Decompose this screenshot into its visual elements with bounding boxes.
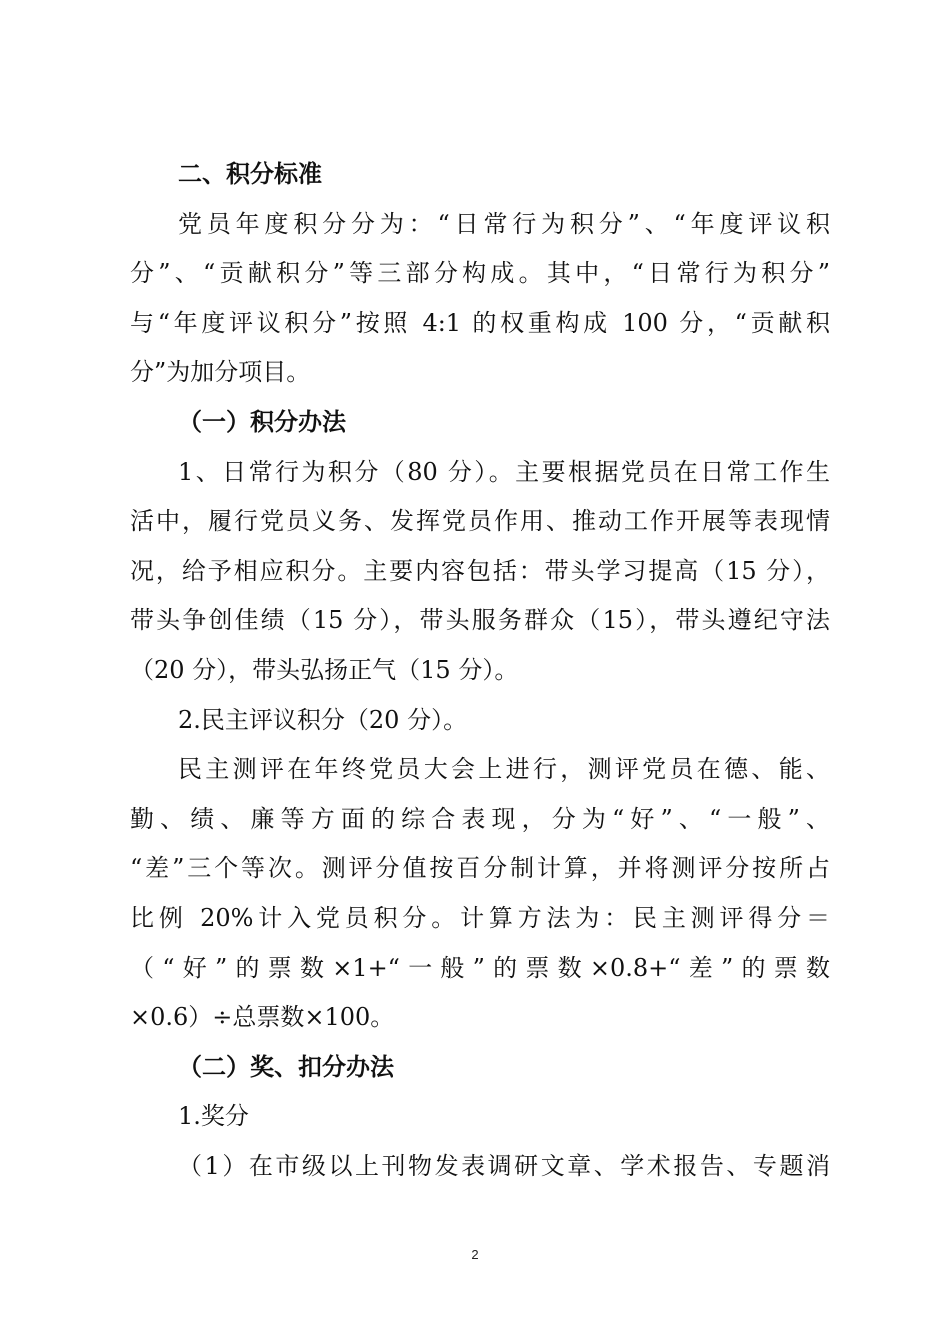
paragraph-line: 况，给予相应积分。主要内容包括：带头学习提高（15 分）， xyxy=(130,556,830,585)
document-body xyxy=(130,150,830,1191)
page-number: 2 xyxy=(471,1247,479,1262)
paragraph-line: 活中，履行党员义务、发挥党员作用、推动工作开展等表现情 xyxy=(130,507,830,536)
paragraph-line: “差”三个等次。测评分值按百分制计算，并将测评分按所占 xyxy=(130,854,830,883)
paragraph-line: （“好”的票数×1+“一般”的票数×0.8+“差”的票数 xyxy=(130,953,830,982)
paragraph-line: 带头争创佳绩（15 分），带头服务群众（15），带头遵纪守法 xyxy=(130,606,830,635)
paragraph-line: 分”、“贡献积分”等三部分构成。其中，“日常行为积分” xyxy=(130,259,830,288)
paragraph-evaluation xyxy=(130,745,830,1043)
paragraph-line: 分”为加分项目。 xyxy=(130,358,311,387)
paragraph-line: 与“年度评议积分”按照 4:1 的权重构成 100 分，“贡献积 xyxy=(130,308,830,337)
paragraph-intro xyxy=(130,200,830,398)
subsection-heading-rewards-deductions: （二）奖、扣分办法 xyxy=(178,1052,394,1081)
paragraph-line: ×0.6）÷总票数×100。 xyxy=(130,1003,395,1032)
paragraph-line: 党员年度积分分为：“日常行为积分”、“年度评议积 xyxy=(178,209,830,238)
subsection-heading-methods: （一）积分办法 xyxy=(178,407,346,436)
paragraph-reward-item: （1）在市级以上刊物发表调研文章、学术报告、专题消 xyxy=(178,1151,830,1180)
section-heading: 二、积分标准 xyxy=(178,160,322,188)
item-heading-democratic-evaluation: 2.民主评议积分（20 分）。 xyxy=(178,705,468,734)
paragraph-line: 民主测评在年终党员大会上进行，测评党员在德、能、 xyxy=(178,755,830,784)
paragraph-line: 比例 20%计入党员积分。计算方法为：民主测评得分＝ xyxy=(130,903,830,932)
item-heading-rewards: 1.奖分 xyxy=(178,1102,249,1131)
paragraph-line: （20 分），带头弘扬正气（15 分）。 xyxy=(130,655,519,684)
paragraph-daily-behavior xyxy=(130,448,830,696)
paragraph-line: 勤、绩、廉等方面的综合表现，分为“好”、“一般”、 xyxy=(130,804,830,833)
paragraph-line: 1、日常行为积分（80 分）。主要根据党员在日常工作生 xyxy=(178,457,830,486)
